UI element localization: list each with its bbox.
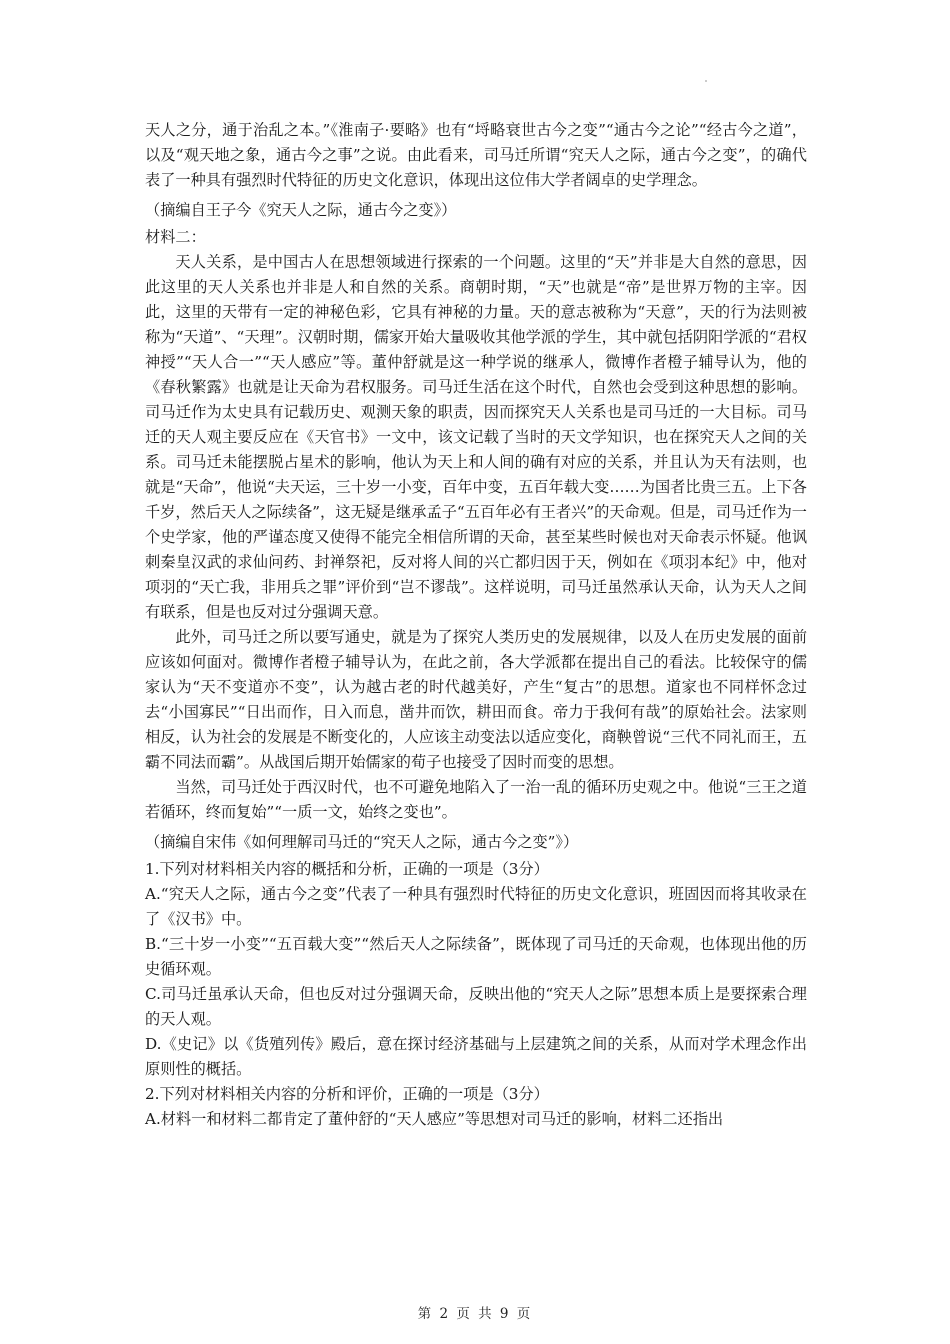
question-1-option-d: D.《史记》以《货殖列传》殿后，意在探讨经济基础与上层建筑之间的关系，从而对学术理念作出原则性的概括。 <box>145 1035 807 1078</box>
question-1-option-c: C.司马迁虽承认天命，但也反对过分强调天命，反映出他的“究天人之际”思想本质上是要探索合理的天人观。 <box>145 985 807 1028</box>
source-citation-2: （摘编自宋伟《如何理解司马迁的“究天人之际，通古今之变”》） <box>145 833 579 851</box>
material2-paragraph-2: 此外，司马迁之所以要写通史，就是为了探究人类历史的发展规律，以及人在历史发展的面前应该如何面对。微博作者橙子辅导认为，在此之前，各大学派都在提出自己的看法。比较保守的儒家认为“天不变道亦不变”，认为越古老的时代越美好，产生“复古”的思想。道家也不同样怀念过去“小国寡民”“日出而作，日入而息，凿井而饮，耕田而食。帝力于我何有哉”的原始社会。法家则相反，认为社会的发展是不断变化的，人应该主动变法以适应变化，商鞅曾说“三代不同礼而王，五霸不同法而霸”。从战国后期开始儒家的荀子也接受了因时而变的思想。 <box>145 628 807 771</box>
question-1-option-b: B.“三十岁一小变”“五百载大变”“然后天人之际续备”，既体现了司马迁的天命观，也体现出他的历史循环观。 <box>145 935 807 978</box>
material2-paragraph-1: 天人关系，是中国古人在思想领域进行探索的一个问题。这里的“天”并非是大自然的意思，因此这里的天人关系也并非是人和自然的关系。商朝时期，“天”也就是“帝”是世界万物的主宰。因此，这里的天带有一定的神秘色彩，它具有神秘的力量。天的意志被称为“天意”，天的行为法则被称为“天道”、“天理”。汉朝时期，儒家开始大量吸收其他学派的学生，其中就包括阴阳学派的“君权神授”“天人合一”“天人感应”等。董仲舒就是这一种学说的继承人，微博作者橙子辅导认为，他的《春秋繁露》也就是让天命为君权服务。司马迁生活在这个时代，自然也会受到这种思想的影响。司马迁作为太史具有记载历史、观测天象的职责，因而探究天人关系也是司马迁的一大目标。司马迁的天人观主要反应在《天官书》一文中，该文记载了当时的天文学知识，也在探究天人之间的关系。司马迁未能摆脱占星术的影响，他认为天上和人间的确有对应的关系，并且认为天有法则，也就是“天命”，他说“夫天运，三十岁一小变，百年中变，五百年载大变……为国者比贵三五。上下各千岁，然后天人之际续备”，这无疑是继承孟子“五百年必有王者兴”的天命观。但是，司马迁作为一个史学家，他的严谨态度又使得不能完全相信所谓的天命，甚至某些时候也对天命表示怀疑。他讽刺秦皇汉武的求仙问药、封禅祭祀，反对将人间的兴亡都归因于天，例如在《项羽本纪》中，他对项羽的“天亡我，非用兵之罪”评价到“岂不谬哉”。这样说明，司马迁虽然承认天命，认为天人之间有联系，但是也反对过分强调天意。 <box>145 253 807 621</box>
page-number-footer: 第 2 页 共 9 页 <box>417 1306 533 1322</box>
material2-paragraph-3: 当然，司马迁处于西汉时代，也不可避免地陷入了一治一乱的循环历史观之中。他说“三王之道若循环，终而复始”“一质一文，始终之变也”。 <box>145 778 807 821</box>
scan-speck <box>705 80 707 82</box>
question-2-option-a: A.材料一和材料二都肯定了董仲舒的“天人感应”等思想对司马迁的影响，材料二还指出 <box>145 1110 724 1128</box>
question-1-option-a: A.“究天人之际，通古今之变”代表了一种具有强烈时代特征的历史文化意识，班固因而将其收录在了《汉书》中。 <box>145 885 807 928</box>
source-citation-1: （摘编自王子今《究天人之际，通古今之变》） <box>145 201 457 219</box>
document-page <box>145 118 807 1132</box>
question-1-stem: 1.下列对材料相关内容的概括和分析，正确的一项是（3分） <box>145 860 549 878</box>
question-2-stem: 2.下列对材料相关内容的分析和评价，正确的一项是（3分） <box>145 1085 549 1103</box>
material2-label: 材料二： <box>145 228 206 246</box>
material1-tail: 天人之分，通于治乱之本。”《淮南子·要略》也有“埒略衰世古今之变”“通古今之论”“经古今之道”，以及“观天地之象，通古今之事”之说。由此看来，司马迁所谓“究天人之际，通古今之变”，的确代表了一种具有强烈时代特征的历史文化意识，体现出这位伟大学者阔卓的史学理念。 <box>145 121 807 189</box>
